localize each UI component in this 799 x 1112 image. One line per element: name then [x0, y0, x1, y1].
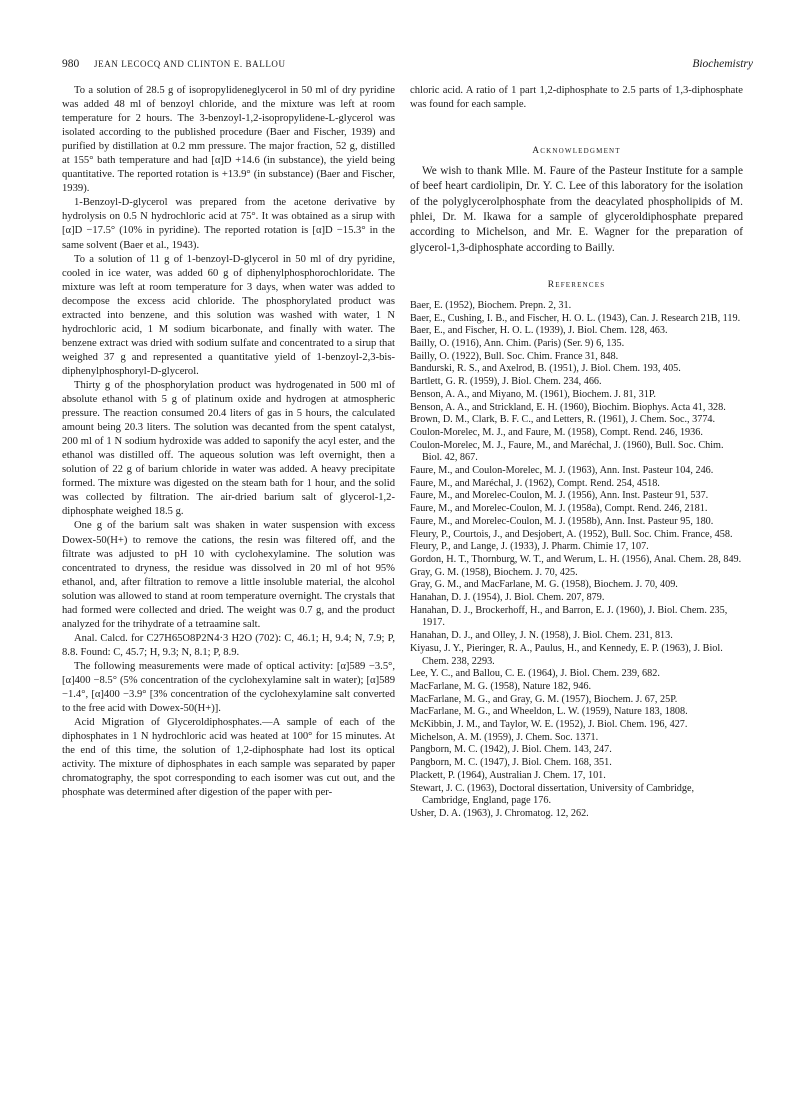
reference-entry: Fleury, P., Courtois, J., and Desjobert, A. (1952), Bull. Soc. Chim. France, 458. [410, 528, 733, 540]
running-header [62, 55, 753, 73]
reference-entry: Hanahan, D. J., Brockerhoff, H., and Barron, E. J. (1960), J. Biol. Chem. 235, 1917. [410, 604, 728, 629]
reference-entry: Faure, M., and Morelec-Coulon, M. J. (1958b), Ann. Inst. Pasteur 95, 180. [410, 515, 714, 527]
paragraph-analysis: Anal. Calcd. for C27H65O8P2N4·3 H2O (702): C, 46.1; H, 9.4; N, 7.9; P, 8.8. Found: C, 45.7; H, 9.3; N, 8.1; P, 8.9. [62, 632, 395, 658]
reference-entry: Bandurski, R. S., and Axelrod, B. (1951), J. Biol. Chem. 193, 405. [410, 363, 681, 375]
reference-entry: Benson, A. A., and Strickland, E. H. (1960), Biochim. Biophys. Acta 41, 328. [410, 401, 726, 413]
running-authors: JEAN LECOCQ AND CLINTON E. BALLOU [94, 59, 286, 69]
left-column [62, 84, 395, 800]
reference-entry: Hanahan, D. J. (1954), J. Biol. Chem. 207, 879. [410, 592, 605, 604]
reference-list [410, 300, 743, 821]
paragraph-optical-activity: The following measurements were made of optical activity: [α]589 −3.5°, [α]400 −8.5° (5% concentration of the cyclohexylamine salt in water); [α]589 −1.4°, [α]400 −3.9° [3% concentration of the cyclohexylamine salt converted to the free acid with Dowex-50(H+)]. [62, 660, 395, 715]
journal-name: Biochemistry [692, 58, 753, 70]
paragraph-barium-salt: One g of the barium salt was shaken in water suspension with excess Dowex-50(H+) to remove the cations, the resin was filtered off, and the filtrate was adjusted to pH 10 with cyclohexylamine. The solution was concentrated to dryness, the residue was dissolved in 20 ml of hot 95% ethanol, and, after filtration to remove a little insoluble material, the alcohol solution was allowed to stand at room temperature overnight. The crystals that had formed were collected and dried. The weight was 0.7 g, and the product analyzed for the trihydrate of a tetraamine salt. [62, 520, 395, 630]
reference-entry: Brown, D. M., Clark, B. F. C., and Letters, R. (1961), J. Chem. Soc., 3774. [410, 414, 716, 426]
acknowledgment-text: We wish to thank Mlle. M. Faure of the Pasteur Institute for a sample of beef heart cardiolipin, Dr. Y. C. Lee of this laboratory for the isolation of the polyglycerolphosphate from the deacylated phospholipids of M. phlei, Dr. M. Ikawa for a sample of glyceroldiphosphate prepared according to Michelson, and Mr. E. Wagner for the preparation of glycerol-1,3-diphosphate according to Bailly. [410, 165, 743, 254]
reference-entry: Baer, E. (1952), Biochem. Prepn. 2, 31. [410, 299, 572, 311]
reference-entry: Usher, D. A. (1963), J. Chromatog. 12, 262. [410, 808, 589, 819]
references-heading: References [547, 279, 606, 290]
paragraph-phosphorylation: To a solution of 11 g of 1-benzoyl-D-glycerol in 50 ml of dry pyridine, cooled in ice water, was added 60 g of diphenylphosphorochloridate. The mixture was left at room temperature for 3 days, when water was added to decompose the excess acid chloride. The phosphorylated product was extracted into benzene, and this solution was washed with water, 1 N hydrochloric acid, 1 M sodium bicarbonate, and finally with water. The benzene extract was dried with sodium sulfate and concentrated to a sirup that weighed 37 g and represented a quantitative yield of 1-benzoyl-2,3-bis-diphenylphosphoryl-D-glycerol. [62, 253, 395, 377]
reference-entry: MacFarlane, M. G. (1958), Nature 182, 946. [410, 680, 592, 692]
paragraph-acid-migration: Acid Migration of Glyceroldiphosphates.—A sample of each of the diphosphates in 1 N hydrochloric acid was heated at 100° for 15 minutes. At the end of this time, the solution of 1,2-diphosphate had lost its optical activity. The mixture of diphosphates in each sample was separated by paper chromatography, the spot corresponding to each isomer was cut out, and the phosphate was determined after digestion of the paper with per- [62, 717, 395, 799]
reference-entry: Coulon-Morelec, M. J., and Faure, M. (1958), Compt. Rend. 246, 1936. [410, 426, 703, 438]
acknowledgment-heading: Acknowledgment [532, 146, 621, 157]
reference-entry: MacFarlane, M. G., and Gray, G. M. (1957), Biochem. J. 67, 25P. [410, 693, 678, 705]
reference-entry: Pangborn, M. C. (1942), J. Biol. Chem. 143, 247. [410, 744, 612, 756]
reference-entry: Fleury, P., and Lange, J. (1933), J. Pharm. Chimie 17, 107. [410, 541, 649, 553]
reference-entry: Gray, G. M., and MacFarlane, M. G. (1958), Biochem. J. 70, 409. [410, 579, 678, 591]
reference-entry: Pangborn, M. C. (1947), J. Biol. Chem. 168, 351. [410, 757, 612, 769]
page-number: 980 [62, 58, 80, 70]
reference-entry: Kiyasu, J. Y., Pieringer, R. A., Paulus, H., and Kennedy, E. P. (1963), J. Biol. Chem. 238, 2293. [410, 642, 723, 667]
reference-entry: Coulon-Morelec, M. J., Faure, M., and Maréchal, J. (1960), Bull. Soc. Chim. Biol. 42, 867. [410, 439, 724, 464]
reference-entry: Bailly, O. (1922), Bull. Soc. Chim. France 31, 848. [410, 350, 619, 362]
reference-entry: Faure, M., and Morelec-Coulon, M. J. (1958a), Compt. Rend. 246, 2181. [410, 503, 708, 515]
paragraph-hydrogenation: Thirty g of the phosphorylation product was hydrogenated in 500 ml of absolute ethanol with 5 g of platinum oxide and hydrogen at atmospheric pressure. The reaction consumed 20.4 liters of gas in 5 hours, the calculated amount being 20.3 liters. The solution was decanted from the spent catalyst, 200 ml of 1 N sodium hydroxide was added to saponify the acyl ester, and the ethanol was distilled off. The aqueous solution was left overnight, then a solution of 22 g of barium chloride in water was added. A heavy precipitate formed. The mixture was digested on the steam bath for 1 hour, and the solid was collected by filtration. The air-dried barium salt of glycerol-1,2-diphosphate weighed 18.5 g. [62, 379, 395, 518]
reference-entry: Hanahan, D. J., and Olley, J. N. (1958), J. Biol. Chem. 231, 813. [410, 630, 673, 642]
paragraph-benzoyl-glycerol: 1-Benzoyl-D-glycerol was prepared from the acetone derivative by hydrolysis on 0.5 N hydrochloric acid at 75°. It was obtained as a sirup with [α]D −17.5° (10% in pyridine). The reported rotation is [α]D −15.3° in the same solvent (Baer et al., 1943). [62, 197, 395, 251]
reference-entry: Gray, G. M. (1958), Biochem. J. 70, 425. [410, 566, 578, 578]
reference-entry: Faure, M., and Morelec-Coulon, M. J. (1956), Ann. Inst. Pasteur 91, 537. [410, 490, 709, 502]
reference-entry: Faure, M., and Maréchal, J. (1962), Compt. Rend. 254, 4518. [410, 477, 660, 489]
reference-entry: Bailly, O. (1916), Ann. Chim. (Paris) (Ser. 9) 6, 135. [410, 337, 625, 349]
reference-entry: Baer, E., Cushing, I. B., and Fischer, H. O. L. (1943), Can. J. Research 21B, 119. [410, 312, 741, 324]
reference-entry: Plackett, P. (1964), Australian J. Chem. 17, 101. [410, 769, 606, 781]
reference-entry: McKibbin, J. M., and Taylor, W. E. (1952), J. Biol. Chem. 196, 427. [410, 719, 688, 731]
reference-entry: MacFarlane, M. G., and Wheeldon, L. W. (1959), Nature 183, 1808. [410, 706, 688, 718]
paragraph-benzoyl-isopropylidene: To a solution of 28.5 g of isopropylideneglycerol in 50 ml of dry pyridine was added 48 ml of benzoyl chloride, and the mixture was left at room temperature for 2 hours. The 3-benzoyl-1,2-isopropylidene-L-glycerol was isolated according to the published procedure (Baer and Fischer, 1939) and purified by distillation at 0.2 mm pressure. The major fraction, 52 g, distilled at 155° bath temperature and had [α]D +14.6 (in substance), the yield being quantitative. The reported rotation is +13.9° (in substance) (Baer and Fischer, 1939). [62, 85, 395, 195]
right-column [410, 84, 743, 821]
reference-entry: Gordon, H. T., Thornburg, W. T., and Werum, L. H. (1956), Anal. Chem. 28, 849. [410, 553, 742, 565]
reference-entry: Benson, A. A., and Miyano, M. (1961), Biochem. J. 81, 31P. [410, 388, 656, 400]
reference-entry: Michelson, A. M. (1959), J. Chem. Soc. 1371. [410, 731, 599, 743]
reference-entry: Lee, Y. C., and Ballou, C. E. (1964), J. Biol. Chem. 239, 682. [410, 668, 660, 680]
reference-entry: Baer, E., and Fischer, H. O. L. (1939), J. Biol. Chem. 128, 463. [410, 325, 668, 337]
paragraph-continuation: chloric acid. A ratio of 1 part 1,2-diphosphate to 2.5 parts of 1,3-diphosphate was found for each sample. [410, 85, 743, 111]
reference-entry: Stewart, J. C. (1963), Doctoral dissertation, University of Cambridge, Cambridge, England, page 176. [410, 782, 695, 807]
reference-entry: Faure, M., and Coulon-Morelec, M. J. (1963), Ann. Inst. Pasteur 104, 246. [410, 465, 714, 477]
reference-entry: Bartlett, G. R. (1959), J. Biol. Chem. 234, 466. [410, 376, 602, 388]
